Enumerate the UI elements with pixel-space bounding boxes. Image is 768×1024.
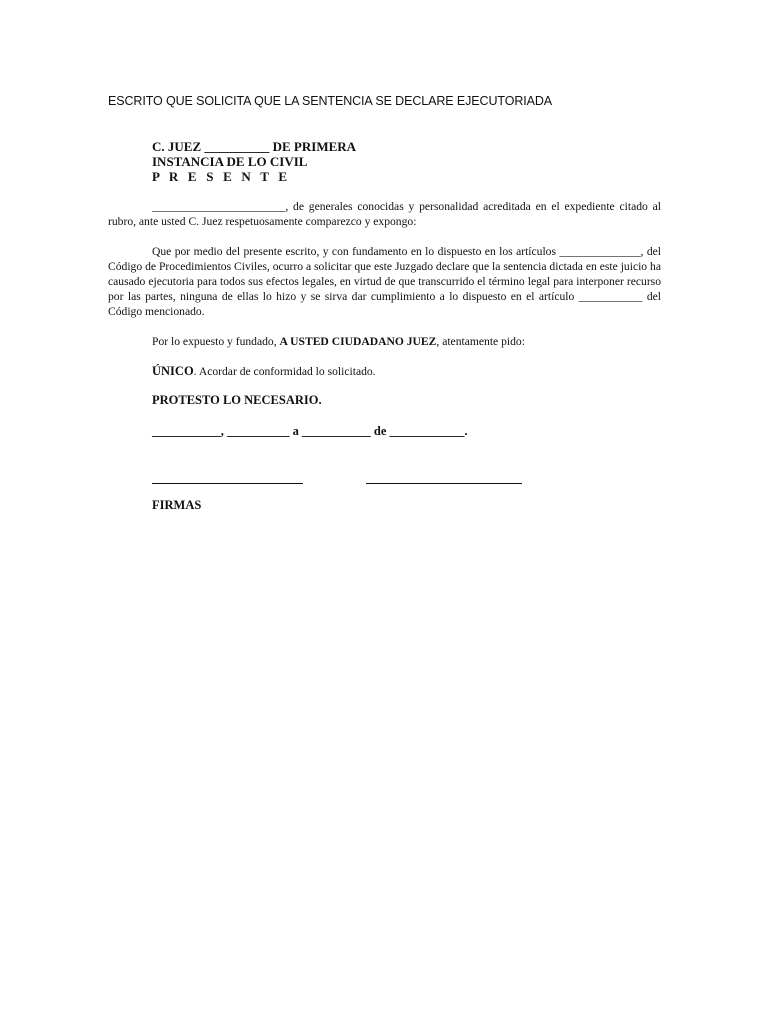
petition-text-bold: A USTED CIUDADANO JUEZ xyxy=(279,335,437,348)
document-title: ESCRITO QUE SOLICITA QUE LA SENTENCIA SE DECLARE EJECUTORIADA xyxy=(108,94,553,108)
paragraph-request: Que por medio del presente escrito, y con fundamento en lo dispuesto en los artículos ______________, del Código de Procedimientos Civiles, ocurro a solicitar que este Juzgado declare que la sentencia dictada en este juicio ha causado ejecutoria para todos sus efectos legales, en virtud de que transcurrido el término legal para interponer recurso por las partes, ninguna de ellas lo hizo y se sirva dar cumplimiento a lo dispuesto en el artículo ___________ del Código mencionado. xyxy=(108,245,661,318)
addressee-line-instance: INSTANCIA DE LO CIVIL xyxy=(152,154,308,169)
unico-text: . Acordar de conformidad lo solicitado. xyxy=(193,365,376,378)
paragraph-appearance: _______________________, de generales conocidas y personalidad acreditada en el expediente citado al rubro, ante usted C. Juez respetuosamente comparezco y expongo: xyxy=(108,200,661,228)
paragraph-unico xyxy=(152,364,376,379)
addressee-line-judge: C. JUEZ __________ DE PRIMERA xyxy=(152,139,357,154)
date-place-line: ___________, __________ a ___________ de ____________. xyxy=(152,424,468,438)
unico-label: ÚNICO xyxy=(152,364,194,378)
addressee-block xyxy=(152,139,356,184)
signature-line-right xyxy=(366,483,522,484)
addressee-line-presente: P R E S E N T E xyxy=(152,169,291,184)
petition-text-before: Por lo expuesto y fundado, xyxy=(152,335,280,348)
paragraph-petition xyxy=(152,334,525,349)
signatures-label: FIRMAS xyxy=(152,498,202,512)
petition-text-after: , atentamente pido: xyxy=(436,335,525,348)
protesto-line: PROTESTO LO NECESARIO. xyxy=(152,393,322,407)
signature-line-left xyxy=(152,483,303,484)
